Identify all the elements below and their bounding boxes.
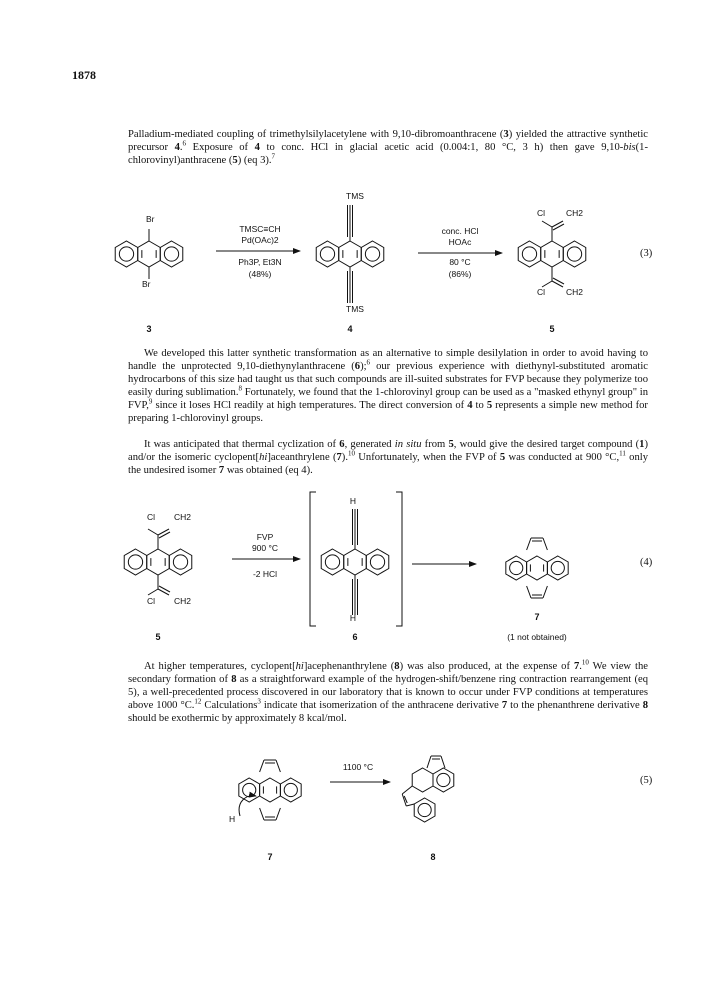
c-cl-bond xyxy=(542,221,552,227)
h-shift-arrow xyxy=(239,796,256,816)
paragraph-4: At higher temperatures, cyclopent[hi]acephenanthrylene (8) was also produced, at the expense of 7.10 We view the secondary formation of 8 as a straightforward example of the hydrogen-shift/benzene ring contraction rearrangement (eq 5), a well-precedented process discovered in our laboratory that is known to occur under FVP conditions at temperatures above 1000 °C.$^{12}$ Calculations$^3$ indicate that isomerization of the anthracene derivative 7 to the phenanthrene derivative 8 should be exothermic by approximately 8 kcal/mol. xyxy=(128,658,648,724)
bracket-right xyxy=(396,492,402,626)
ch2-top-label: CH2 xyxy=(566,208,584,218)
ring xyxy=(361,241,384,267)
aromatic-circle xyxy=(243,783,256,796)
h-top-label: H xyxy=(349,496,357,506)
compound-label-3: 3 xyxy=(146,324,152,334)
reagent-1-bottom: Ph3P, Et3N xyxy=(238,257,282,267)
temp-1100: 1100 °C xyxy=(342,762,374,772)
reagent-1-yield: (48%) xyxy=(248,269,272,279)
ring xyxy=(547,556,568,580)
reagent-2-bottom: 80 °C xyxy=(449,257,471,267)
cyclopentaceanthrylene-7-structure xyxy=(506,538,568,598)
anthracene-5b-structure xyxy=(124,529,192,595)
ring xyxy=(124,549,147,575)
ch2-top-label-s4: CH2 xyxy=(174,512,192,522)
c-cl-bond xyxy=(148,589,158,595)
ring xyxy=(433,768,454,792)
h-label-s5: H xyxy=(229,814,236,824)
aromatic-circle xyxy=(437,773,450,786)
equation-number-4: (4) xyxy=(640,557,653,568)
ring xyxy=(541,241,564,267)
five-ring-bond xyxy=(543,538,547,550)
compound-7-structure-s5 xyxy=(239,760,301,820)
compound-label-4: 4 xyxy=(347,324,353,334)
aromatic-circle xyxy=(325,555,339,569)
reagent-fvp: FVP xyxy=(256,532,274,542)
ring xyxy=(412,768,433,792)
scheme-5 xyxy=(229,756,653,862)
paragraph-1: Palladium-mediated coupling of trimethylsilylacetylene with 9,10-dibromoanthracene (3) yielded the attractive synthetic precursor 4.$^6$ Exposure of 4 to conc. HCl in glacial acetic acid (0.004:1, 80 °C, 3 h) then gave 9,10-bis(1-chlorovinyl)anthracene (5) (eq 3).$^7$ xyxy=(128,129,649,166)
br-bottom-label: Br xyxy=(142,279,151,289)
aromatic-circle xyxy=(567,247,581,261)
five-ring-bond xyxy=(427,756,431,768)
ring xyxy=(518,241,541,267)
five-ring-bond xyxy=(527,586,531,598)
cyclopentacephenanthrylene-8-structure xyxy=(402,756,454,822)
anthracene-5-structure xyxy=(518,221,586,287)
ch2-bottom-label-s4: CH2 xyxy=(174,596,192,606)
five-ring-bond xyxy=(276,808,280,820)
anthracene-4-structure xyxy=(316,205,384,303)
c-ch2-double-bond xyxy=(159,586,170,592)
compound-label-8: 8 xyxy=(430,852,436,862)
c-ch2-bond xyxy=(552,221,563,227)
equation-number-5: (5) xyxy=(640,775,653,786)
aromatic-circle xyxy=(418,803,431,816)
ring xyxy=(316,241,339,267)
bracket-left xyxy=(310,492,316,626)
paragraph-3: It was anticipated that thermal cyclization of 6, generated in situ from 5, would give the desired target compound (1) and/or the isomeric cyclopent[hi]aceanthrylene (7).$^{10}$ Unfortunately, when the FVP of 5 was conducted at 900 °C,$^{11}$ only the undesired isomer 7 was obtained (eq 4). xyxy=(128,439,648,476)
ring xyxy=(344,549,367,575)
reagent-2-yield: (86%) xyxy=(448,269,472,279)
compound-label-7: 7 xyxy=(534,612,540,622)
reagent-2-top2: HOAc xyxy=(448,237,472,247)
reagent-temp: 900 °C xyxy=(251,543,279,553)
ring xyxy=(260,778,281,802)
ring xyxy=(563,241,586,267)
c-ch2-double-bond xyxy=(553,278,564,284)
compound-label-5: 5 xyxy=(549,324,555,334)
five-ring-bond xyxy=(543,586,547,598)
cl-top-label: Cl xyxy=(537,208,546,218)
ring xyxy=(169,549,192,575)
paragraph-2: We developed this latter synthetic transformation as an alternative to simple desilylation in order to avoid having to handle the unprotected 9,10-diethynylanthracene (6);$^6$ our previous experience with diethynyl-substituted aromatic hydrocarbons of this size had taught us that such compounds are ill-suited substrates for FVP because they polymerize too easily during sublimation.$^8$ Fortunately, we found that the 1-chlorovinyl group can be used as a "masked ethynyl group" in FVP,$^9$ since it loses HCl readily at high temperatures. The direct conversion of 4 to 5 represents a simple new method for preparing 1-chlorovinyl groups. xyxy=(128,348,649,424)
cl-bottom-label-s4: Cl xyxy=(147,596,156,606)
aromatic-circle xyxy=(510,561,523,574)
reagent-2-top: conc. HCl xyxy=(441,226,479,236)
ring xyxy=(239,778,260,802)
anthracene-3-structure xyxy=(115,229,183,279)
h-bottom-label: H xyxy=(349,613,357,623)
five-ring-bond xyxy=(406,804,414,806)
page-number: 1878 xyxy=(72,68,96,82)
five-ring-bond xyxy=(527,538,531,550)
aromatic-circle xyxy=(173,555,187,569)
c-ch2-bond xyxy=(552,281,563,287)
compound-label-6: 6 xyxy=(352,632,358,642)
ring xyxy=(280,778,301,802)
aromatic-circle xyxy=(284,783,297,796)
anthracene-6-structure xyxy=(321,509,389,615)
five-ring-bond xyxy=(402,786,412,794)
br-top-label: Br xyxy=(146,214,155,224)
ring xyxy=(321,549,344,575)
ring xyxy=(414,798,435,822)
equation-number-3: (3) xyxy=(640,248,653,259)
ring xyxy=(506,556,527,580)
aromatic-circle xyxy=(551,561,564,574)
not-obtained-note: (1 not obtained) xyxy=(507,632,567,642)
ring xyxy=(339,241,362,267)
ring xyxy=(527,556,548,580)
aromatic-circle xyxy=(370,555,384,569)
ring xyxy=(147,549,170,575)
ring xyxy=(160,241,183,267)
tms-top-label: TMS xyxy=(346,191,364,201)
tms-bottom-label: TMS xyxy=(346,304,364,314)
c-ch2-double-bond xyxy=(159,532,170,538)
aromatic-circle xyxy=(522,247,536,261)
aromatic-circle xyxy=(365,247,379,261)
aromatic-circle xyxy=(164,247,178,261)
c-ch2-bond xyxy=(158,589,169,595)
ring xyxy=(115,241,138,267)
c-ch2-double-bond xyxy=(553,224,564,230)
reagent-hcl: -2 HCl xyxy=(252,569,278,579)
cl-bottom-label: Cl xyxy=(537,287,546,297)
five-ring-bond xyxy=(276,760,280,772)
c-cl-bond xyxy=(148,529,158,535)
five-ring-bond xyxy=(260,760,264,772)
c-ch2-bond xyxy=(158,529,169,535)
scheme-4 xyxy=(124,492,653,642)
cl-top-label-s4: Cl xyxy=(147,512,156,522)
aromatic-circle xyxy=(119,247,133,261)
ring xyxy=(138,241,161,267)
reagent-1-top: TMSC≡CH xyxy=(239,224,281,234)
compound-label-7-s5: 7 xyxy=(267,852,273,862)
ch2-bottom-label: CH2 xyxy=(566,287,584,297)
aromatic-circle xyxy=(320,247,334,261)
ring xyxy=(366,549,389,575)
aromatic-circle xyxy=(128,555,142,569)
five-ring-bond xyxy=(260,808,264,820)
five-ring-bond xyxy=(441,756,445,768)
scheme-3 xyxy=(115,191,653,334)
reagent-1-top2: Pd(OAc)2 xyxy=(241,235,279,245)
compound-label-5-s4: 5 xyxy=(155,632,161,642)
